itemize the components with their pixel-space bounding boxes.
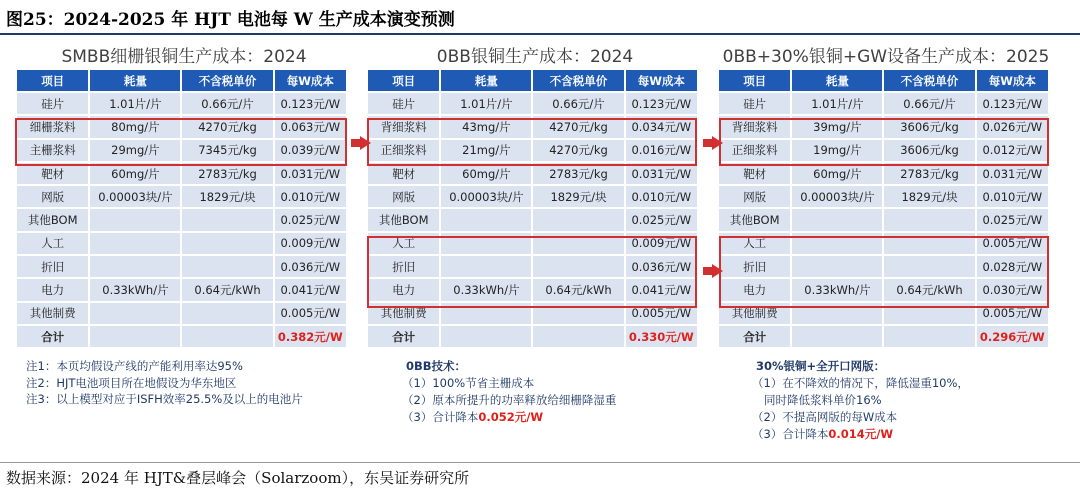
table-cell: 背细浆料 bbox=[368, 115, 440, 138]
column-header: 每W成本 bbox=[274, 70, 346, 92]
table-cell: 其他制费 bbox=[368, 302, 440, 325]
notes-0bb bbox=[402, 358, 616, 426]
table-cell: 0.036元/W bbox=[625, 255, 697, 278]
table-cell: 人工 bbox=[368, 232, 440, 255]
table-row bbox=[17, 302, 346, 325]
table-cell: 0.012元/W bbox=[976, 139, 1048, 162]
table-cell: 0.009元/W bbox=[625, 232, 697, 255]
table-cell bbox=[883, 325, 975, 348]
table-cell bbox=[532, 232, 624, 255]
table-row bbox=[719, 92, 1048, 115]
footnotes bbox=[26, 358, 303, 408]
table-row bbox=[368, 255, 697, 278]
notes-2025-1: （1）在不降效的情况下，降低湿重10%， bbox=[752, 376, 969, 390]
panel-title: 0BB银铜生产成本：2024 bbox=[436, 47, 634, 67]
table-cell: 0.123元/W bbox=[976, 92, 1048, 115]
table-row bbox=[17, 115, 346, 138]
table-cell: 29mg/片 bbox=[89, 139, 181, 162]
table-cell: 0.00003块/片 bbox=[440, 185, 532, 208]
table-row bbox=[719, 162, 1048, 185]
column-header: 项目 bbox=[719, 70, 791, 92]
table-cell: 正细浆料 bbox=[719, 139, 791, 162]
table-cell bbox=[181, 232, 273, 255]
column-header: 每W成本 bbox=[976, 70, 1048, 92]
table-cell bbox=[883, 208, 975, 231]
table-header-row bbox=[719, 70, 1048, 92]
table-cell: 3606元/kg bbox=[883, 139, 975, 162]
table-cell: 0.026元/W bbox=[976, 115, 1048, 138]
table-cell bbox=[440, 232, 532, 255]
table-cell bbox=[89, 232, 181, 255]
source-note: 数据来源：2024 年 HJT&叠层峰会（Solarzoom），东吴证券研究所 bbox=[6, 469, 470, 487]
table-row bbox=[17, 92, 346, 115]
table-cell: 0.016元/W bbox=[625, 139, 697, 162]
table-cell: 0.031元/W bbox=[274, 162, 346, 185]
notes-2025 bbox=[752, 358, 969, 443]
table-cell: 其他BOM bbox=[17, 208, 89, 231]
table-cell bbox=[89, 255, 181, 278]
table-cell: 0.030元/W bbox=[976, 278, 1048, 301]
title-rule bbox=[0, 33, 1080, 35]
cost-table bbox=[17, 70, 346, 349]
table-cell: 正细浆料 bbox=[368, 139, 440, 162]
table-row bbox=[17, 208, 346, 231]
table-cell: 0.005元/W bbox=[976, 302, 1048, 325]
table-cell: 0.025元/W bbox=[976, 208, 1048, 231]
table-row bbox=[719, 115, 1048, 138]
table-cell: 0.00003块/片 bbox=[791, 185, 883, 208]
table-cell: 靶材 bbox=[368, 162, 440, 185]
table-row bbox=[17, 232, 346, 255]
cost-table bbox=[719, 70, 1048, 349]
table-cell bbox=[440, 255, 532, 278]
table-cell: 0.64元/kWh bbox=[883, 278, 975, 301]
table-row bbox=[17, 162, 346, 185]
table-cell bbox=[883, 232, 975, 255]
table-cell: 其他制费 bbox=[719, 302, 791, 325]
table-cell: 折旧 bbox=[368, 255, 440, 278]
table-cell bbox=[89, 325, 181, 348]
table-cell: 主栅浆料 bbox=[17, 139, 89, 162]
table-cell: 0.025元/W bbox=[625, 208, 697, 231]
table-cell: 2783元/kg bbox=[883, 162, 975, 185]
footnote-3: 注3：以上模型对应于ISFH效率25.5%及以上的电池片 bbox=[26, 392, 303, 406]
source-rule bbox=[0, 462, 1080, 463]
table-cell: 3606元/kg bbox=[883, 115, 975, 138]
notes-0bb-1: （1）100%节省主栅成本 bbox=[402, 376, 535, 390]
table-cell: 0.66元/片 bbox=[883, 92, 975, 115]
table-cell: 2783元/kg bbox=[181, 162, 273, 185]
notes-0bb-3-value: 0.052元/W bbox=[478, 410, 544, 424]
table-row bbox=[368, 92, 697, 115]
table-cell: 合计 bbox=[17, 325, 89, 348]
table-cell: 0.025元/W bbox=[274, 208, 346, 231]
table-cell: 硅片 bbox=[17, 92, 89, 115]
total-row bbox=[368, 325, 697, 348]
panel-0bb-2024 bbox=[367, 44, 703, 349]
table-row bbox=[368, 115, 697, 138]
table-row bbox=[368, 232, 697, 255]
table-row bbox=[17, 278, 346, 301]
table-cell bbox=[440, 208, 532, 231]
table-cell: 1.01片/片 bbox=[89, 92, 181, 115]
column-header: 不含税单价 bbox=[883, 70, 975, 92]
table-cell bbox=[181, 325, 273, 348]
table-cell: 1.01片/片 bbox=[791, 92, 883, 115]
column-header: 项目 bbox=[368, 70, 440, 92]
table-cell bbox=[791, 232, 883, 255]
notes-2025-head: 30%银铜+全开口网版： bbox=[756, 359, 886, 373]
table-cell: 60mg/片 bbox=[89, 162, 181, 185]
table-cell bbox=[532, 325, 624, 348]
table-cell: 0.063元/W bbox=[274, 115, 346, 138]
table-row bbox=[719, 255, 1048, 278]
arrow-right-icon bbox=[712, 264, 723, 278]
table-cell bbox=[883, 302, 975, 325]
table-row bbox=[368, 185, 697, 208]
notes-0bb-3 bbox=[402, 409, 616, 426]
notes-0bb-head: 0BB技术： bbox=[406, 359, 467, 373]
table-cell: 靶材 bbox=[17, 162, 89, 185]
table-cell bbox=[89, 208, 181, 231]
footnote-1: 注1：本页均假设产线的产能利用率达95% bbox=[26, 359, 243, 373]
table-cell bbox=[181, 302, 273, 325]
table-cell: 0.034元/W bbox=[625, 115, 697, 138]
table-cell: 其他制费 bbox=[17, 302, 89, 325]
table-row bbox=[719, 302, 1048, 325]
table-cell bbox=[532, 208, 624, 231]
table-cell: 合计 bbox=[719, 325, 791, 348]
panel-0bb-silver-copper-2025 bbox=[718, 44, 1054, 349]
column-header: 项目 bbox=[17, 70, 89, 92]
table-cell: 60mg/片 bbox=[791, 162, 883, 185]
table-cell: 60mg/片 bbox=[440, 162, 532, 185]
table-cell bbox=[532, 302, 624, 325]
table-cell: 0.010元/W bbox=[274, 185, 346, 208]
column-header: 耗量 bbox=[89, 70, 181, 92]
table-cell: 其他BOM bbox=[719, 208, 791, 231]
table-cell: 网版 bbox=[719, 185, 791, 208]
total-value: 0.382元/W bbox=[274, 325, 346, 348]
table-cell: 网版 bbox=[17, 185, 89, 208]
notes-0bb-3-prefix: （3）合计降本 bbox=[402, 410, 479, 424]
table-row bbox=[719, 278, 1048, 301]
table-cell: 4270元/kg bbox=[532, 115, 624, 138]
table-cell bbox=[440, 325, 532, 348]
table-cell: 0.010元/W bbox=[625, 185, 697, 208]
table-cell: 0.33kWh/片 bbox=[89, 278, 181, 301]
table-cell: 0.123元/W bbox=[274, 92, 346, 115]
panel-smbb-2024 bbox=[16, 44, 352, 349]
table-cell: 0.64元/kWh bbox=[532, 278, 624, 301]
notes-0bb-2: （2）原本所提升的功率释放给细栅降湿重 bbox=[402, 393, 617, 407]
column-header: 耗量 bbox=[791, 70, 883, 92]
total-value: 0.296元/W bbox=[976, 325, 1048, 348]
notes-2025-4 bbox=[752, 426, 969, 443]
table-cell bbox=[791, 302, 883, 325]
table-cell: 折旧 bbox=[17, 255, 89, 278]
table-cell bbox=[883, 255, 975, 278]
table-row bbox=[368, 208, 697, 231]
table-cell: 0.64元/kWh bbox=[181, 278, 273, 301]
table-cell bbox=[181, 255, 273, 278]
notes-2025-2: 同时降低浆料单价16% bbox=[764, 393, 882, 407]
table-header-row bbox=[17, 70, 346, 92]
cost-table bbox=[368, 70, 697, 349]
table-row bbox=[17, 185, 346, 208]
table-cell: 19mg/片 bbox=[791, 139, 883, 162]
table-row bbox=[719, 208, 1048, 231]
table-cell: 硅片 bbox=[368, 92, 440, 115]
notes-2025-4-value: 0.014元/W bbox=[828, 427, 894, 441]
table-row bbox=[368, 302, 697, 325]
figure-title: 图25：2024-2025 年 HJT 电池每 W 生产成本演变预测 bbox=[6, 10, 455, 30]
table-cell: 电力 bbox=[719, 278, 791, 301]
table-cell: 80mg/片 bbox=[89, 115, 181, 138]
table-row bbox=[368, 162, 697, 185]
footnote-2: 注2：HJT电池项目所在地假设为华东地区 bbox=[26, 375, 237, 390]
table-cell bbox=[791, 208, 883, 231]
total-row bbox=[17, 325, 346, 348]
table-cell: 7345元/kg bbox=[181, 139, 273, 162]
table-cell: 电力 bbox=[17, 278, 89, 301]
table-cell: 合计 bbox=[368, 325, 440, 348]
table-cell: 人工 bbox=[719, 232, 791, 255]
table-cell: 折旧 bbox=[719, 255, 791, 278]
table-cell: 0.009元/W bbox=[274, 232, 346, 255]
notes-2025-3: （2）不提高网版的每W成本 bbox=[752, 410, 898, 424]
table-row bbox=[17, 139, 346, 162]
table-header-row bbox=[368, 70, 697, 92]
table-cell: 0.028元/W bbox=[976, 255, 1048, 278]
table-cell: 0.33kWh/片 bbox=[440, 278, 532, 301]
table-cell: 0.005元/W bbox=[976, 232, 1048, 255]
table-cell bbox=[440, 302, 532, 325]
table-row bbox=[719, 139, 1048, 162]
table-cell: 21mg/片 bbox=[440, 139, 532, 162]
table-row bbox=[368, 278, 697, 301]
table-cell: 0.036元/W bbox=[274, 255, 346, 278]
table-cell: 网版 bbox=[368, 185, 440, 208]
arrow-right-icon bbox=[712, 136, 723, 150]
column-header: 每W成本 bbox=[625, 70, 697, 92]
panel-title: 0BB+30%银铜+GW设备生产成本：2025 bbox=[722, 47, 1050, 67]
table-cell bbox=[181, 208, 273, 231]
table-cell: 43mg/片 bbox=[440, 115, 532, 138]
table-cell: 0.031元/W bbox=[625, 162, 697, 185]
table-cell: 4270元/kg bbox=[181, 115, 273, 138]
table-cell: 硅片 bbox=[719, 92, 791, 115]
table-row bbox=[17, 255, 346, 278]
table-cell: 其他BOM bbox=[368, 208, 440, 231]
table-cell: 0.66元/片 bbox=[532, 92, 624, 115]
arrow-right-icon bbox=[360, 136, 371, 150]
column-header: 不含税单价 bbox=[181, 70, 273, 92]
table-cell: 人工 bbox=[17, 232, 89, 255]
table-cell bbox=[791, 255, 883, 278]
table-cell: 靶材 bbox=[719, 162, 791, 185]
table-cell: 0.005元/W bbox=[625, 302, 697, 325]
table-cell: 1829元/块 bbox=[181, 185, 273, 208]
table-cell bbox=[791, 325, 883, 348]
panel-title: SMBB细栅银铜生产成本：2024 bbox=[61, 47, 307, 67]
table-cell: 0.041元/W bbox=[625, 278, 697, 301]
table-cell: 39mg/片 bbox=[791, 115, 883, 138]
table-cell: 0.039元/W bbox=[274, 139, 346, 162]
table-cell: 0.123元/W bbox=[625, 92, 697, 115]
table-cell: 细栅浆料 bbox=[17, 115, 89, 138]
table-cell: 1.01片/片 bbox=[440, 92, 532, 115]
table-cell: 0.00003块/片 bbox=[89, 185, 181, 208]
table-cell: 2783元/kg bbox=[532, 162, 624, 185]
column-header: 不含税单价 bbox=[532, 70, 624, 92]
table-cell: 1829元/块 bbox=[532, 185, 624, 208]
table-row bbox=[719, 232, 1048, 255]
table-cell: 0.66元/片 bbox=[181, 92, 273, 115]
total-value: 0.330元/W bbox=[625, 325, 697, 348]
table-cell: 1829元/块 bbox=[883, 185, 975, 208]
table-cell: 0.041元/W bbox=[274, 278, 346, 301]
table-row bbox=[719, 185, 1048, 208]
table-cell: 0.33kWh/片 bbox=[791, 278, 883, 301]
table-cell: 0.010元/W bbox=[976, 185, 1048, 208]
table-cell bbox=[532, 255, 624, 278]
table-row bbox=[368, 139, 697, 162]
notes-2025-4-prefix: （3）合计降本 bbox=[752, 427, 829, 441]
table-cell: 4270元/kg bbox=[532, 139, 624, 162]
column-header: 耗量 bbox=[440, 70, 532, 92]
table-cell bbox=[89, 302, 181, 325]
table-cell: 0.005元/W bbox=[274, 302, 346, 325]
table-cell: 电力 bbox=[368, 278, 440, 301]
table-cell: 0.031元/W bbox=[976, 162, 1048, 185]
total-row bbox=[719, 325, 1048, 348]
table-cell: 背细浆料 bbox=[719, 115, 791, 138]
